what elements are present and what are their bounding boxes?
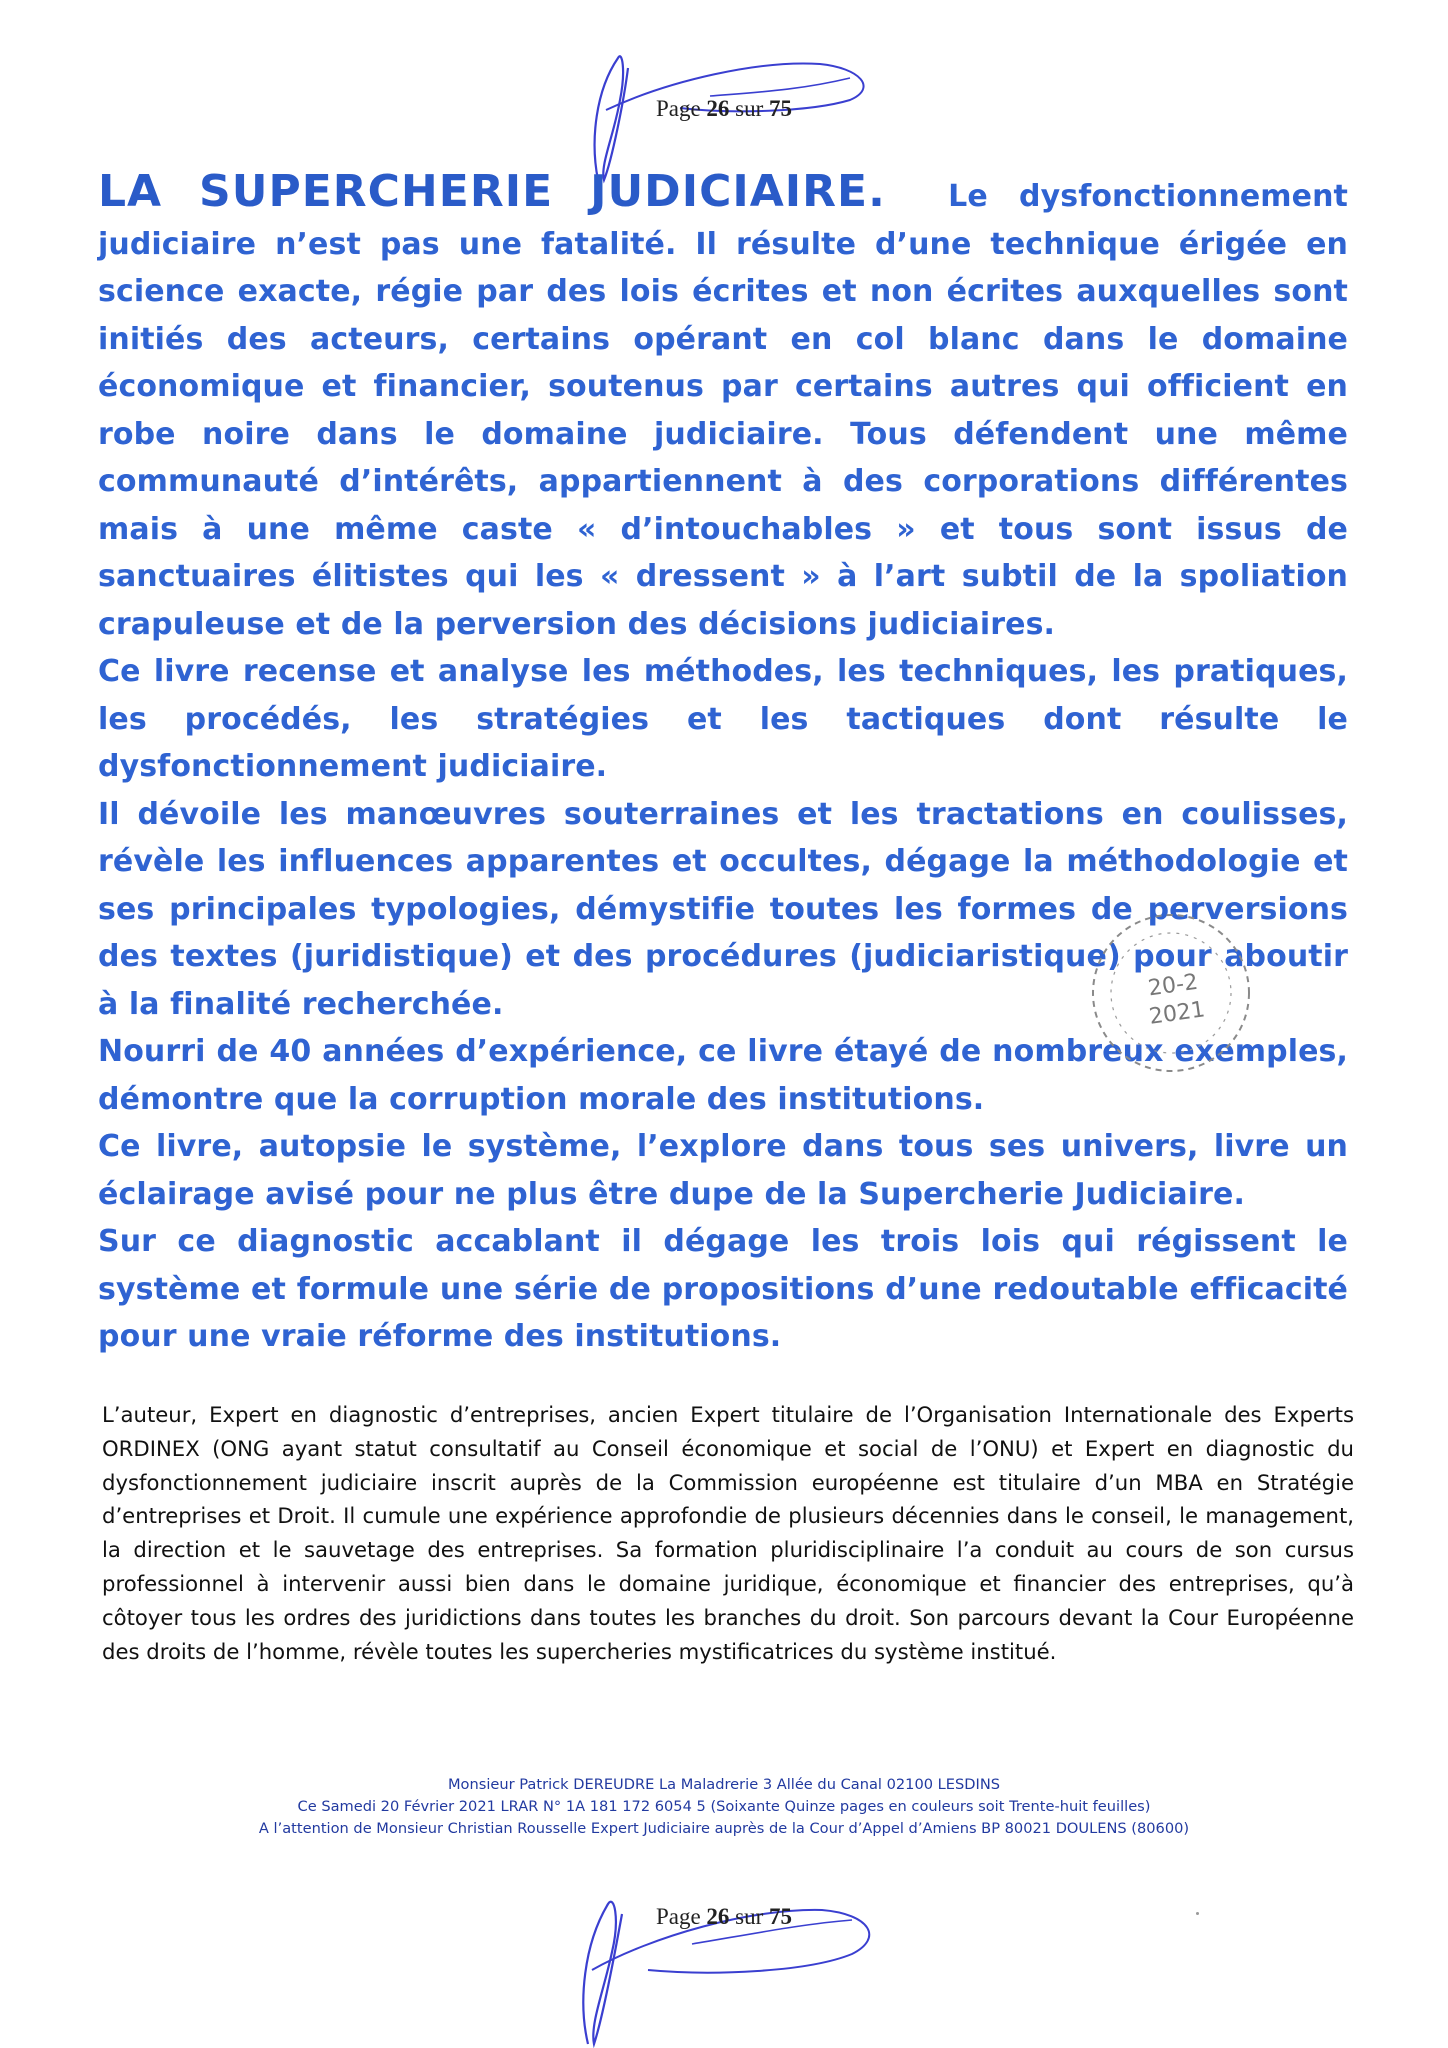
paragraph-1: Le dysfonctionnement judiciaire n’est pas une fatalité. Il résulte d’une technique érigée en science exacte, régie par des lois écrites et non écrites auxquelles sont initiés des acteurs, certains opérant en col blanc dans le domaine économique et financier, soutenus par certains autres qui officient en robe noire dans le domaine judiciaire. Tous défendent une même communauté d’intérêts, appartiennent à des corporations différentes mais à une même caste « d’intouchables » et tous sont issus de sanctuaires élitistes qui les « dressent » à l’art subtil de la spoliation crapuleuse et de la perversion des décisions judiciaires.: [98, 179, 1349, 642]
footer-line-sender: Monsieur Patrick DEREUDRE La Maladrerie 3 Allée du Canal 02100 LESDINS: [447, 1776, 1001, 1793]
paragraph-2: Ce livre recense et analyse les méthodes, les techniques, les pratiques, les procédés, les stratégies et les tactiques dont résulte le dysfonctionnement judiciaire.: [98, 654, 1348, 784]
paragraph-4: Nourri de 40 années d’expérience, ce livre étayé de nombreux exemples, démontre que la corruption morale des institutions.: [98, 1034, 1348, 1117]
intro-paragraph: [98, 168, 1348, 648]
scan-speck: [1196, 1912, 1199, 1915]
footer-address: [0, 1774, 1448, 1840]
page-title: LA SUPERCHERIE JUDICIAIRE.: [98, 166, 886, 217]
page-number-top: Page 26 sur 75: [655, 96, 793, 121]
page-number-bottom: Page 26 sur 75: [655, 1904, 793, 1929]
paragraph-5: Ce livre, autopsie le système, l’explore dans tous ses univers, livre un éclairage avisé pour ne plus être dupe de la Supercherie Judiciaire.: [98, 1129, 1348, 1212]
signature-bottom: [552, 1874, 892, 2048]
author-bio: L’auteur, Expert en diagnostic d’entreprises, ancien Expert titulaire de l’Organisation Internationale des Experts ORDINEX (ONG ayant statut consultatif au Conseil économique et social de l’ONU) et Expert en diagnostic du dysfonctionnement judiciaire inscrit auprès de la Commission européenne est titulaire d’un MBA en Stratégie d’entreprises et Droit. Il cumule une expérience approfondie de plusieurs décennies dans le conseil, le management, la direction et le sauvetage des entreprises. Sa formation pluridisciplinaire l’a conduit au cours de son cursus professionnel à intervenir aussi bien dans le domaine juridique, économique et financier des entreprises, qu’à côtoyer tous les ordres des juridictions dans toutes les branches du droit. Son parcours devant la Cour Européenne des droits de l’homme, révèle toutes les supercheries mystificatrices du système institué.: [102, 1402, 1354, 1664]
main-text-body: [98, 168, 1348, 1361]
stamp-date-day: 20-2: [1146, 969, 1200, 1002]
footer-line-recipient: A l’attention de Monsieur Christian Rousselle Expert Judiciaire auprès de la Cour d’Appel d’Amiens BP 80021 DOULENS (80600): [258, 1820, 1190, 1837]
stamp-date-year: 2021: [1147, 997, 1207, 1030]
paragraph-3: Il dévoile les manœuvres souterraines et les tractations en coulisses, révèle les influences apparentes et occultes, dégage la méthodologie et ses principales typologies, démystifie toutes les formes de perversions des textes (juridistique) et des procédures (judiciaristique) pour aboutir à la finalité recherchée.: [98, 796, 1348, 1022]
paragraph-6: Sur ce diagnostic accablant il dégage les trois lois qui régissent le système et formule une série de propositions d’une redoutable efficacité pour une vraie réforme des institutions.: [98, 1224, 1348, 1354]
footer-line-date: Ce Samedi 20 Février 2021 LRAR N° 1A 181 172 6054 5 (Soixante Quinze pages en couleurs soit Trente-huit feuilles): [297, 1798, 1151, 1815]
